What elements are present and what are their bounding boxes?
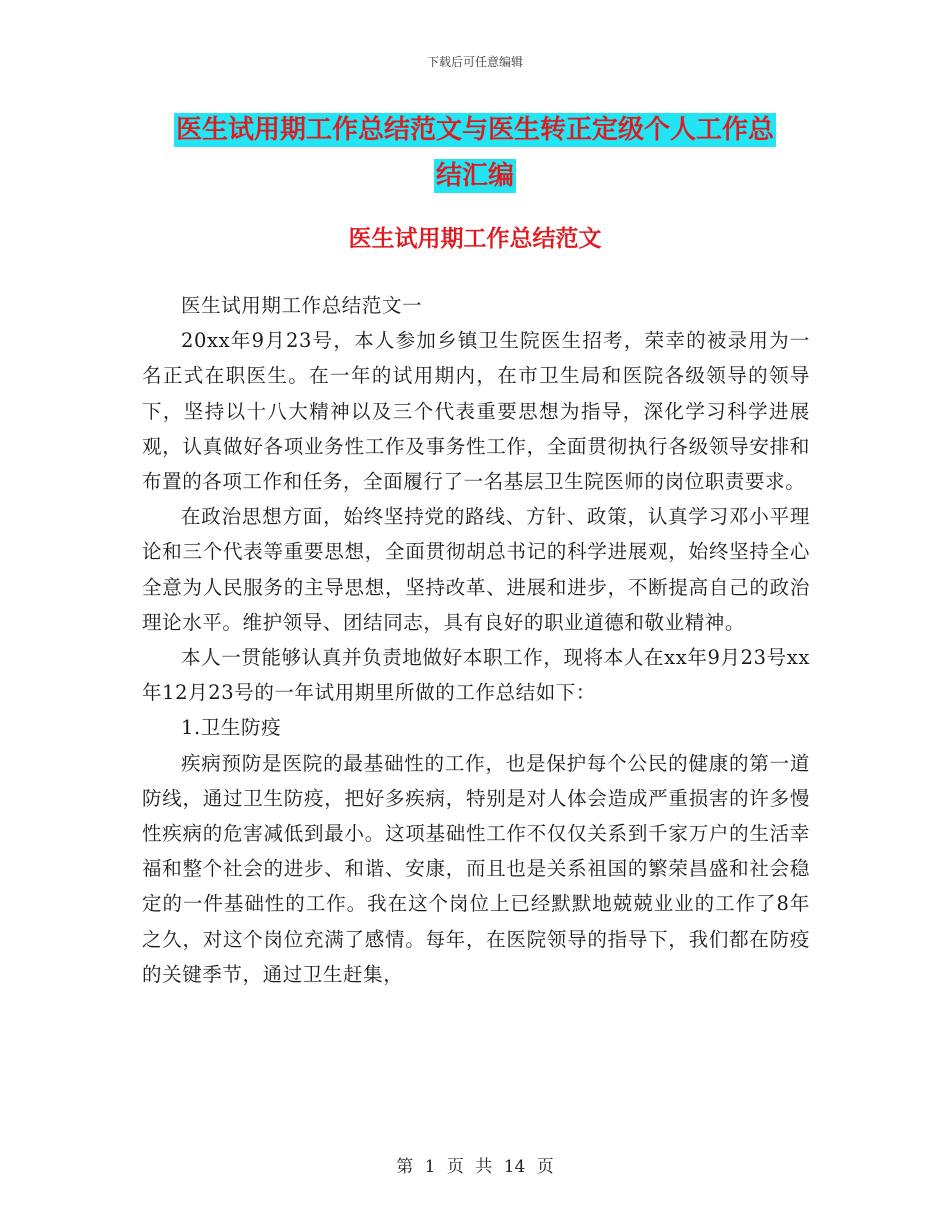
paragraph-heading: 1.卫生防疫: [181, 716, 282, 740]
paragraph: 在政治思想方面，始终坚持党的路线、方针、政策，认真学习邓小平理论和三个代表等重要思想，全面贯彻胡总书记的科学进展观，始终坚持全心全意为人民服务的主导思想，坚持改革、进展和进步，不断提高自己的政治理论水平。维护领导、团结同志，具有良好的职业道德和敬业精神。: [142, 505, 810, 634]
document-title-line-1: 医生试用期工作总结范文与医生转正定级个人工作总: [175, 115, 774, 145]
page-footer: 第 1 页 共 14 页: [396, 1157, 554, 1177]
section-title: 医生试用期工作总结范文: [348, 225, 602, 252]
paragraph: 本人一贯能够认真并负责地做好本职工作，现将本人在xx年9月23号xx年12月23号的一年试用期里所做的工作总结如下：: [142, 646, 810, 705]
header-note: 下载后可任意编辑: [426, 55, 523, 69]
document-title-line-2: 结汇编: [435, 161, 514, 191]
paragraph: 20xx年9月23号，本人参加乡镇卫生院医生招考，荣幸的被录用为一名正式在职医生。在一年的试用期内，在市卫生局和医院各级领导的领导下，坚持以十八大精神以及三个代表重要思想为指导，深化学习科学进展观，认真做好各项业务性工作及事务性工作，全面贯彻执行各级领导安排和布置的各项工作和任务，全面履行了一名基层卫生院医师的岗位职责要求。: [142, 329, 810, 494]
body-text: [142, 288, 810, 992]
paragraph-subtitle: 医生试用期工作总结范文一: [181, 294, 423, 317]
paragraph: 疾病预防是医院的最基础性的工作，也是保护每个公民的健康的第一道防线，通过卫生防疫，把好多疾病，特别是对人体会造成严重损害的许多慢性疾病的危害减低到最小。这项基础性工作不仅仅关系到千家万户的生活幸福和整个社会的进步、和谐、安康，而且也是关系祖国的繁荣昌盛和社会稳定的一件基础性的工作。我在这个岗位上已经默默地兢兢业业的工作了8年之久，对这个岗位充满了感情。每年，在医院领导的指导下，我们都在防疫的关键季节，通过卫生赶集，: [142, 751, 810, 986]
document-title: [0, 107, 950, 199]
